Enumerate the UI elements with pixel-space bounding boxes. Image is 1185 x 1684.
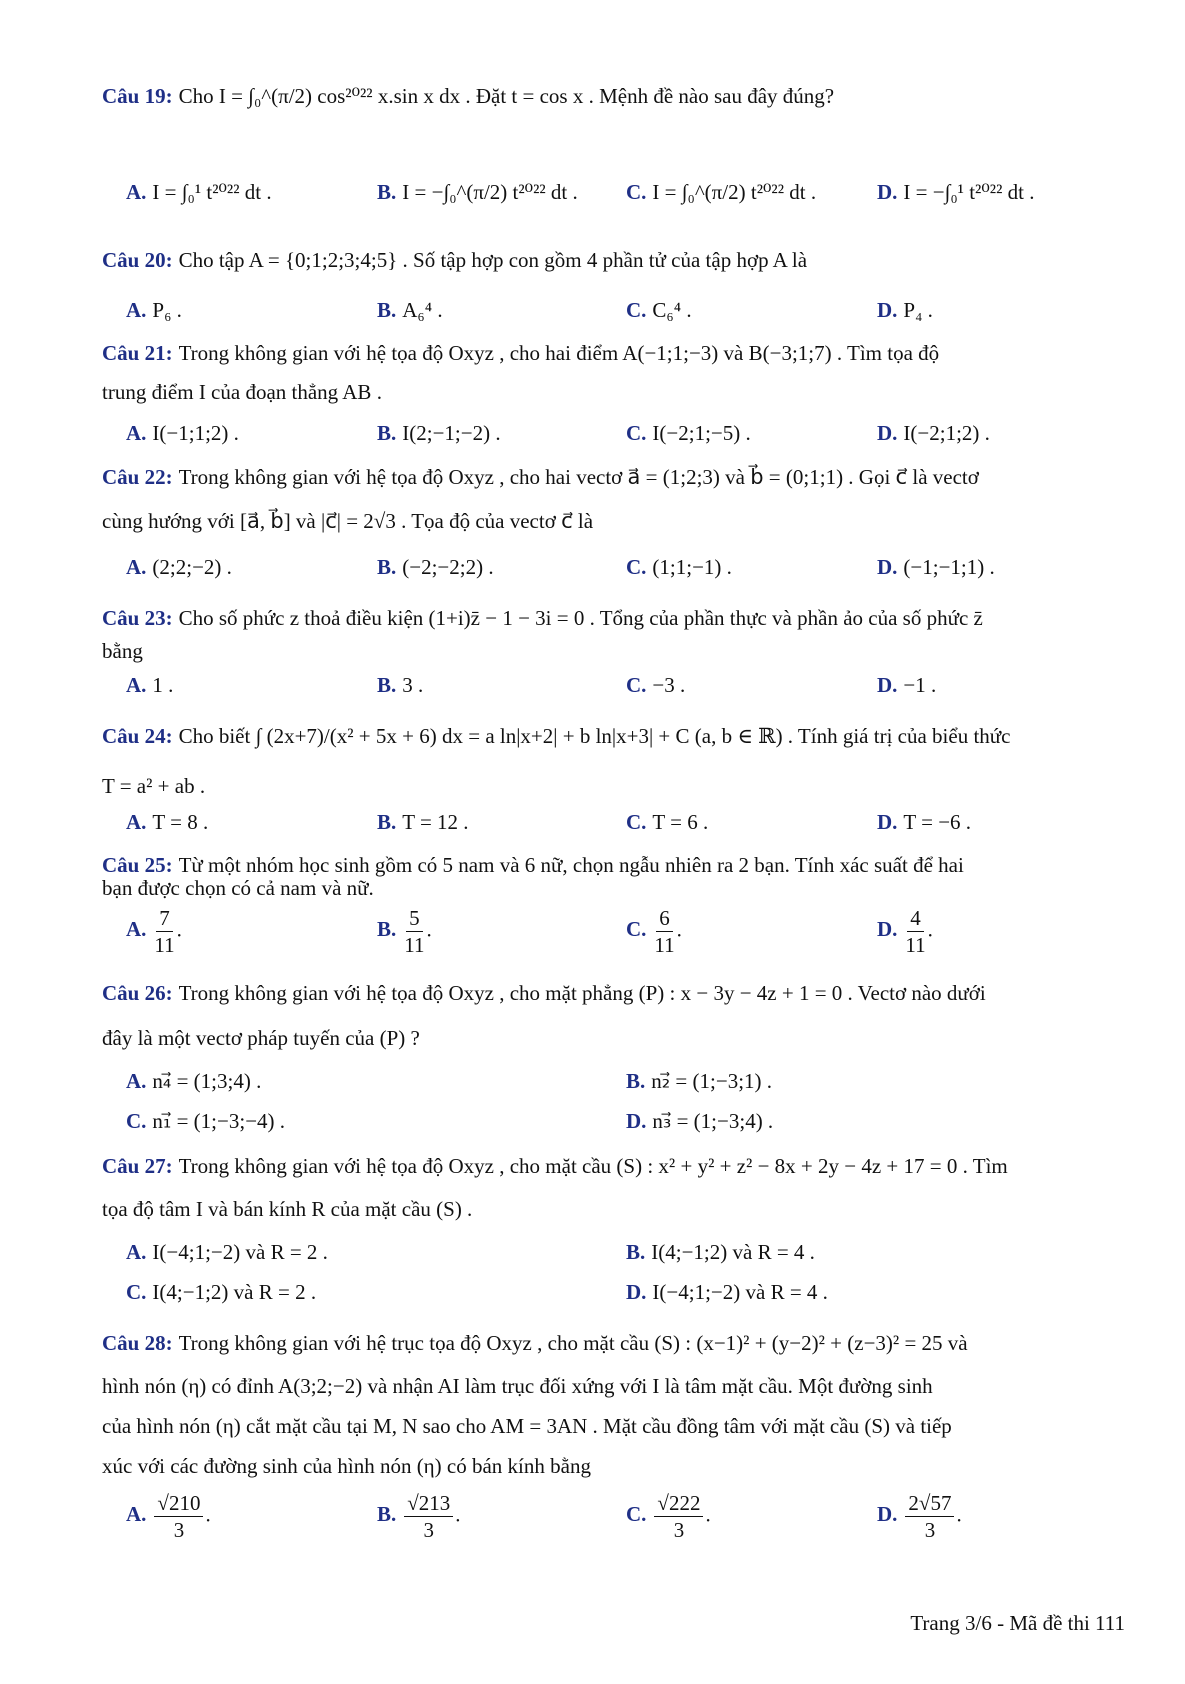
question-number: Câu 23: xyxy=(102,606,173,630)
option-letter: C. xyxy=(126,1109,147,1133)
option-letter: C. xyxy=(626,555,647,579)
question-text-line xyxy=(102,876,374,901)
option-text: T = 6 . xyxy=(652,810,709,834)
question-text-line xyxy=(102,1374,933,1399)
option-letter: D. xyxy=(877,298,898,322)
answer-option-b[interactable]: B. $\frac{√213}{3}$ . xyxy=(377,1491,461,1542)
option-letter: C. xyxy=(626,180,647,204)
option-text: P₄ . xyxy=(903,298,933,322)
question-text-line xyxy=(102,509,593,534)
question-text-line xyxy=(102,248,807,273)
fraction-denominator: 3 xyxy=(673,1518,685,1542)
question-text: cùng hướng với [a⃗, b⃗] và |c⃗| = 2√3 . Tọa độ của vectơ c⃗ là xyxy=(102,509,594,533)
option-letter: D. xyxy=(877,180,898,204)
question-text: Cho tập A = {0;1;2;3;4;5} . Số tập hợp con gồm 4 phần tử của tập hợp A là xyxy=(178,248,808,272)
option-letter: D. xyxy=(877,555,898,579)
option-letter: A. xyxy=(126,180,147,204)
option-letter: A. xyxy=(126,421,147,445)
option-text: I(−4;1;−2) và R = 2 . xyxy=(152,1240,328,1264)
option-letter: A. xyxy=(126,1069,147,1093)
option-letter: A. xyxy=(126,810,147,834)
option-letter: A. xyxy=(126,1240,147,1264)
option-letter: B. xyxy=(626,1069,646,1093)
option-text: I = ∫₀¹ t²⁰²² dt . xyxy=(152,180,272,204)
answer-option-d[interactable] xyxy=(626,1109,773,1134)
option-letter: B. xyxy=(377,917,397,942)
fraction-denominator: 11 xyxy=(654,933,675,957)
answer-option-d[interactable] xyxy=(877,673,936,698)
question-number: Câu 26: xyxy=(102,981,173,1005)
question-text-line xyxy=(102,1154,1008,1179)
option-text: I(−1;1;2) . xyxy=(152,421,239,445)
option-letter: C. xyxy=(626,1502,647,1527)
option-letter: A. xyxy=(126,555,147,579)
answer-option-b[interactable] xyxy=(626,1069,772,1094)
option-letter: A. xyxy=(126,673,147,697)
fraction-numerator: 2√57 xyxy=(905,1490,954,1517)
option-letter: D. xyxy=(877,421,898,445)
question-text-line xyxy=(102,465,979,490)
option-letter: A. xyxy=(126,298,147,322)
answer-option-a[interactable]: A. $\frac{√210}{3}$ . xyxy=(126,1491,211,1542)
question-number: Câu 25: xyxy=(102,853,173,877)
question-number: Câu 28: xyxy=(102,1331,173,1355)
question-text: T = a² + ab . xyxy=(102,774,206,798)
option-text: I(−2;1;−5) . xyxy=(652,421,751,445)
option-letter: C. xyxy=(626,673,647,697)
option-letter: D. xyxy=(626,1280,647,1304)
question-text-line xyxy=(102,1026,420,1051)
answer-option-a[interactable] xyxy=(126,298,182,323)
question-text-line xyxy=(102,774,205,799)
option-letter: D. xyxy=(877,917,898,942)
answer-option-d[interactable] xyxy=(877,180,1034,205)
option-text: I(−4;1;−2) và R = 4 . xyxy=(652,1280,828,1304)
answer-option-a[interactable] xyxy=(126,555,232,580)
question-number: Câu 24: xyxy=(102,724,173,748)
fraction-denominator: 3 xyxy=(423,1518,435,1542)
answer-option-c[interactable] xyxy=(626,673,685,698)
question-number: Câu 21: xyxy=(102,341,173,365)
fraction-numerator: √210 xyxy=(154,1490,203,1517)
question-text: Trong không gian với hệ tọa độ Oxyz , cho mặt phẳng (P) : x − 3y − 4z + 1 = 0 . Vectơ nào dưới xyxy=(178,981,986,1005)
answer-option-d[interactable] xyxy=(877,421,990,446)
fraction-numerator: √222 xyxy=(654,1490,703,1517)
option-text: A₆⁴ . xyxy=(402,298,443,322)
option-letter: C. xyxy=(626,810,647,834)
answer-option-c[interactable] xyxy=(626,180,816,205)
option-letter: B. xyxy=(377,298,397,322)
option-text: n₄⃗ = (1;3;4) . xyxy=(152,1069,262,1093)
option-letter: D. xyxy=(877,1502,898,1527)
option-letter: A. xyxy=(126,1502,147,1527)
fraction-numerator: 7 xyxy=(156,905,173,932)
fraction xyxy=(404,1490,453,1543)
question-text: trung điểm I của đoạn thẳng AB . xyxy=(102,380,382,404)
answer-option-d[interactable] xyxy=(626,1280,828,1305)
answer-option-a[interactable] xyxy=(126,180,272,205)
option-text: I(2;−1;−2) . xyxy=(402,421,501,445)
question-text: của hình nón (η) cắt mặt cầu tại M, N sao cho AM = 3AN . Mặt cầu đồng tâm với mặt cầu (S) và tiếp xyxy=(102,1414,952,1438)
option-text: I(4;−1;2) và R = 2 . xyxy=(152,1280,317,1304)
option-letter: B. xyxy=(626,1240,646,1264)
answer-option-b[interactable] xyxy=(377,180,578,205)
option-text: (1;1;−1) . xyxy=(652,555,732,579)
option-letter: C. xyxy=(626,421,647,445)
answer-option-c[interactable] xyxy=(126,1109,285,1134)
question-text: Cho I = ∫₀^(π/2) cos²⁰²² x.sin x dx . Đặt t = cos x . Mệnh đề nào sau đây đúng? xyxy=(178,84,835,108)
question-text: bạn được chọn có cả nam và nữ. xyxy=(102,876,374,900)
option-letter: C. xyxy=(126,1280,147,1304)
answer-option-a[interactable] xyxy=(126,421,239,446)
answer-option-d[interactable] xyxy=(877,555,995,580)
question-text-line xyxy=(102,341,939,366)
answer-option-c[interactable] xyxy=(626,810,708,835)
option-letter: B. xyxy=(377,180,397,204)
answer-option-b[interactable] xyxy=(377,421,501,446)
question-text-line xyxy=(102,84,834,109)
fraction xyxy=(154,905,174,958)
option-text: (2;2;−2) . xyxy=(152,555,232,579)
answer-option-d[interactable] xyxy=(877,298,933,323)
question-text: Trong không gian với hệ tọa độ Oxyz , cho mặt cầu (S) : x² + y² + z² − 8x + 2y − 4z + 17 = 0 . Tìm xyxy=(178,1154,1008,1178)
fraction-numerator: 6 xyxy=(656,905,673,932)
fraction xyxy=(905,905,925,958)
option-text: T = 8 . xyxy=(152,810,209,834)
option-letter: B. xyxy=(377,1502,397,1527)
question-text: Trong không gian với hệ tọa độ Oxyz , cho hai vectơ a⃗ = (1;2;3) và b⃗ = (0;1;1) . Gọi c⃗ là vectơ xyxy=(178,465,979,489)
option-text: n₃⃗ = (1;−3;4) . xyxy=(652,1109,774,1133)
answer-option-d[interactable]: D. $\frac{4}{11}$ . xyxy=(877,906,933,957)
option-letter: B. xyxy=(377,555,397,579)
option-text: I(4;−1;2) và R = 4 . xyxy=(651,1240,815,1264)
question-text: Trong không gian với hệ tọa độ Oxyz , cho hai điểm A(−1;1;−3) và B(−3;1;7) . Tìm tọa độ xyxy=(178,341,940,365)
answer-option-c[interactable] xyxy=(126,1280,316,1305)
fraction xyxy=(154,1490,203,1543)
option-letter: B. xyxy=(377,673,397,697)
fraction xyxy=(905,1490,954,1543)
option-text: (−1;−1;1) . xyxy=(903,555,995,579)
option-text: T = −6 . xyxy=(903,810,972,834)
fraction xyxy=(654,905,674,958)
option-text: C₆⁴ . xyxy=(652,298,692,322)
option-letter: B. xyxy=(377,810,397,834)
question-text-line xyxy=(102,1414,952,1439)
option-letter: B. xyxy=(377,421,397,445)
fraction-denominator: 11 xyxy=(404,933,425,957)
option-text: I = ∫₀^(π/2) t²⁰²² dt . xyxy=(652,180,817,204)
fraction-denominator: 11 xyxy=(905,933,926,957)
question-text: đây là một vectơ pháp tuyến của (P) ? xyxy=(102,1026,420,1050)
option-letter: A. xyxy=(126,917,147,942)
answer-option-d[interactable]: D. $\frac{2√57}{3}$ . xyxy=(877,1491,962,1542)
answer-option-d[interactable] xyxy=(877,810,971,835)
option-text: 1 . xyxy=(152,673,174,697)
answer-option-c[interactable]: C. $\frac{√222}{3}$ . xyxy=(626,1491,711,1542)
option-text: n₂⃗ = (1;−3;1) . xyxy=(651,1069,773,1093)
fraction-denominator: 3 xyxy=(924,1518,936,1542)
answer-option-c[interactable] xyxy=(626,298,692,323)
fraction-denominator: 3 xyxy=(173,1518,185,1542)
answer-option-a[interactable]: A. $\frac{7}{11}$ . xyxy=(126,906,182,957)
question-text: Từ một nhóm học sinh gồm có 5 nam và 6 nữ, chọn ngẫu nhiên ra 2 bạn. Tính xác suất để hai xyxy=(178,853,964,877)
option-letter: D. xyxy=(626,1109,647,1133)
fraction xyxy=(654,1490,703,1543)
question-text: bằng xyxy=(102,639,143,663)
answer-option-a[interactable] xyxy=(126,1240,328,1265)
fraction-numerator: 4 xyxy=(907,905,924,932)
option-letter: D. xyxy=(877,810,898,834)
answer-option-a[interactable] xyxy=(126,673,173,698)
answer-option-b[interactable] xyxy=(377,810,469,835)
fraction-numerator: √213 xyxy=(404,1490,453,1517)
question-text-line xyxy=(102,1454,591,1479)
question-number: Câu 19: xyxy=(102,84,173,108)
question-text: hình nón (η) có đỉnh A(3;2;−2) và nhận AI làm trục đối xứng với I là tâm mặt cầu. Một đường sinh xyxy=(102,1374,933,1398)
fraction-denominator: 11 xyxy=(154,933,175,957)
option-text: P₆ . xyxy=(152,298,182,322)
option-text: (−2;−2;2) . xyxy=(402,555,494,579)
answer-option-b[interactable]: B. $\frac{5}{11}$ . xyxy=(377,906,432,957)
option-text: I(−2;1;2) . xyxy=(903,421,990,445)
answer-option-b[interactable] xyxy=(377,298,443,323)
page-footer: Trang 3/6 - Mã đề thi 111 xyxy=(910,1611,1125,1635)
answer-option-c[interactable]: C. $\frac{6}{11}$ . xyxy=(626,906,682,957)
option-text: T = 12 . xyxy=(402,810,469,834)
question-text: xúc với các đường sinh của hình nón (η) có bán kính bằng xyxy=(102,1454,591,1478)
option-text: 3 . xyxy=(402,673,424,697)
option-letter: C. xyxy=(626,298,647,322)
option-text: I = −∫₀¹ t²⁰²² dt . xyxy=(903,180,1035,204)
question-text-line xyxy=(102,639,143,664)
question-text-line xyxy=(102,1331,968,1356)
question-text: Trong không gian với hệ trục tọa độ Oxyz , cho mặt cầu (S) : (x−1)² + (y−2)² + (z−3)² = 25 và xyxy=(178,1331,968,1355)
question-text-line xyxy=(102,380,382,405)
option-text: −1 . xyxy=(903,673,937,697)
question-number: Câu 27: xyxy=(102,1154,173,1178)
question-number: Câu 22: xyxy=(102,465,173,489)
answer-option-b[interactable] xyxy=(626,1240,815,1265)
answer-option-b[interactable] xyxy=(377,673,423,698)
answer-option-a[interactable] xyxy=(126,1069,261,1094)
option-letter: D. xyxy=(877,673,898,697)
answer-option-b[interactable] xyxy=(377,555,494,580)
question-text-line xyxy=(102,981,986,1006)
answer-option-c[interactable] xyxy=(626,555,732,580)
question-text-line xyxy=(102,853,964,878)
question-text-line xyxy=(102,606,983,631)
option-letter: C. xyxy=(626,917,647,942)
fraction-numerator: 5 xyxy=(406,905,423,932)
answer-option-c[interactable] xyxy=(626,421,751,446)
option-text: I = −∫₀^(π/2) t²⁰²² dt . xyxy=(402,180,578,204)
question-text-line xyxy=(102,724,1011,749)
option-text: −3 . xyxy=(652,673,686,697)
answer-option-a[interactable] xyxy=(126,810,208,835)
question-number: Câu 20: xyxy=(102,248,173,272)
fraction xyxy=(404,905,424,958)
question-text-line xyxy=(102,1197,472,1222)
option-text: n₁⃗ = (1;−3;−4) . xyxy=(152,1109,286,1133)
question-text: Cho số phức z thoả điều kiện (1+i)z̄ − 1 − 3i = 0 . Tổng của phần thực và phần ảo của số phức z̄ xyxy=(178,606,983,630)
question-text: Cho biết ∫ (2x+7)/(x² + 5x + 6) dx = a ln|x+2| + b ln|x+3| + C (a, b ∈ ℝ) . Tính giá trị của biểu thức xyxy=(178,724,1011,748)
question-text: tọa độ tâm I và bán kính R của mặt cầu (S) . xyxy=(102,1197,473,1221)
